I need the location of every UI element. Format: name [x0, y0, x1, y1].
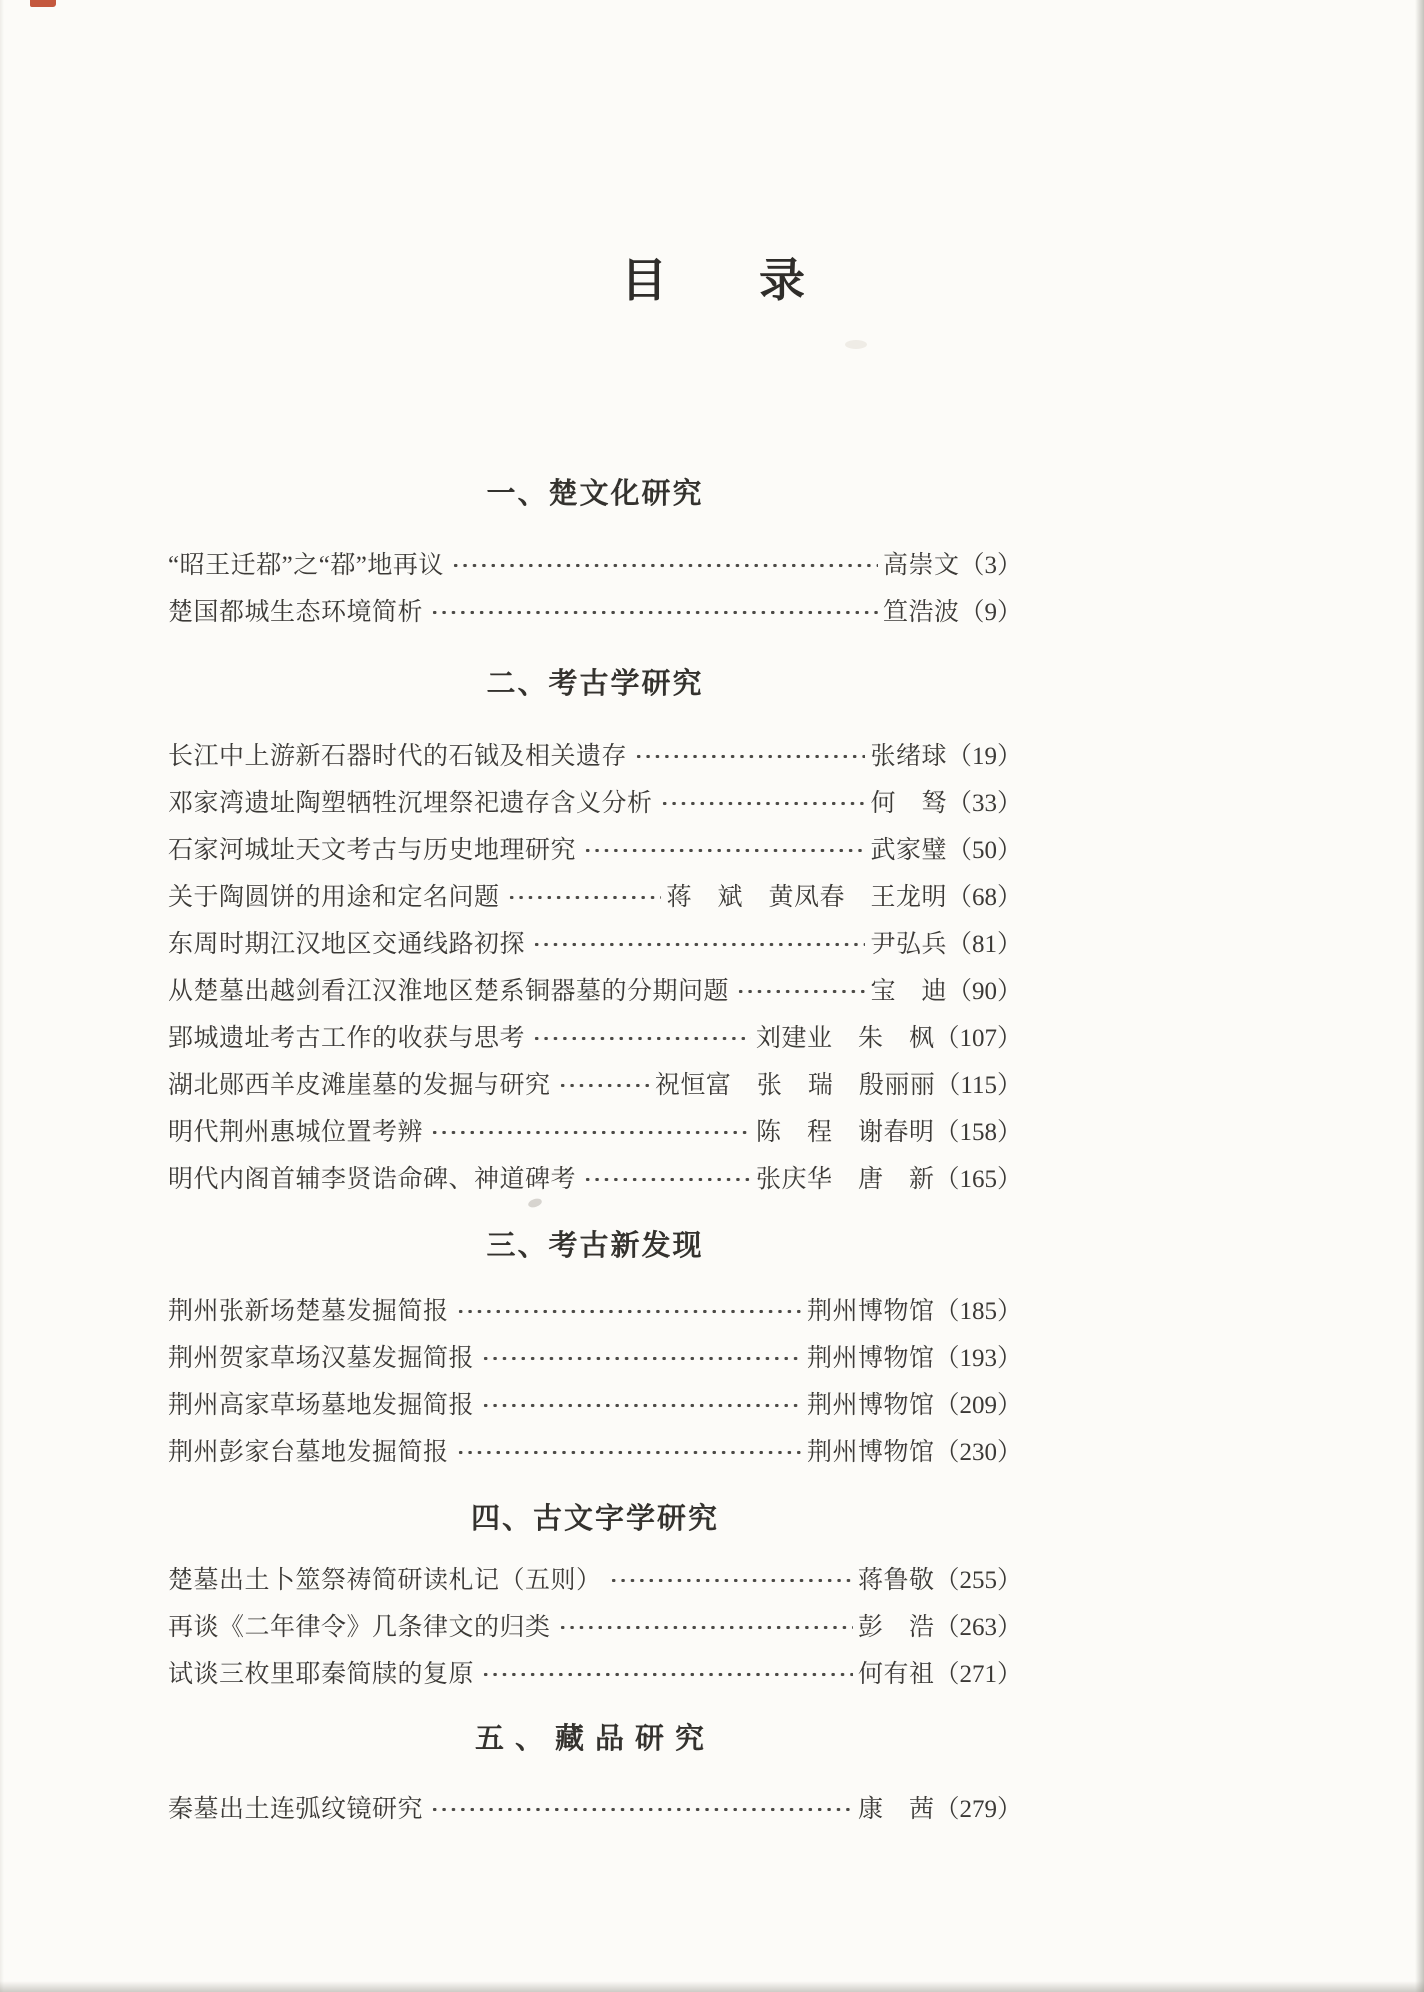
dot-leader [532, 1015, 751, 1062]
entry-title: 荆州彭家台墓地发掘简报 [168, 1439, 449, 1466]
scan-red-mark [30, 0, 56, 7]
dot-leader [583, 1156, 751, 1203]
section-heading-4: 四、古文字学研究 [470, 1503, 719, 1535]
toc-section-5 [168, 1786, 1022, 1833]
dot-leader [456, 1429, 802, 1476]
page-edge-shadow-left [0, 0, 4, 1992]
entry-authors: 荆州博物馆 [806, 1439, 935, 1466]
page-edge-shadow-bottom [0, 1981, 1424, 1992]
toc-entry [168, 1651, 1022, 1698]
entry-page-number: （263） [934, 1614, 1022, 1641]
entry-title: 东周时期江汉地区交通线路初探 [168, 931, 526, 958]
entry-page-number: （158） [934, 1119, 1022, 1146]
entry-authors: 何 驽 [870, 790, 947, 817]
entry-page-number: （19） [946, 743, 1022, 770]
entry-authors: 宝 迪 [870, 978, 947, 1005]
entry-authors: 尹弘兵 [870, 931, 947, 958]
entry-title: 长江中上游新石器时代的石钺及相关遗存 [168, 743, 628, 770]
toc-entry [168, 1109, 1022, 1156]
toc-entry [168, 921, 1022, 968]
page-edge-shadow-right [1415, 0, 1424, 1992]
toc-entry [168, 827, 1022, 874]
entry-page-number: （81） [946, 931, 1022, 958]
dot-leader [451, 542, 878, 589]
entry-authors: 武家璧 [870, 837, 947, 864]
dot-leader [660, 780, 866, 827]
entry-page-number: （3） [959, 552, 1022, 579]
entry-authors: 笪浩波 [882, 599, 960, 626]
section-heading-1: 一、楚文化研究 [486, 478, 704, 510]
dot-leader [634, 733, 865, 780]
dot-leader [430, 1109, 751, 1156]
toc-entry [168, 1604, 1022, 1651]
entry-page-number: （185） [934, 1298, 1022, 1325]
toc-entry [168, 968, 1022, 1015]
dot-leader [532, 921, 865, 968]
section-heading-2: 二、考古学研究 [486, 668, 704, 700]
dot-leader [430, 1786, 853, 1833]
toc-entry [168, 1062, 1022, 1109]
dot-leader [507, 874, 662, 921]
entry-authors: 彭 浩 [857, 1614, 935, 1641]
entry-page-number: （209） [934, 1392, 1022, 1419]
entry-page-number: （193） [934, 1345, 1022, 1372]
toc-content [168, 0, 1022, 1833]
toc-entry [168, 1382, 1022, 1429]
entry-page-number: （255） [934, 1567, 1022, 1594]
entry-page-number: （165） [934, 1166, 1022, 1193]
toc-section-1 [168, 542, 1022, 636]
entry-title: 荆州高家草场墓地发掘简报 [168, 1392, 475, 1419]
entry-title: “昭王迁鄀”之“鄀”地再议 [168, 552, 444, 579]
entry-title: 再谈《二年律令》几条律文的归类 [168, 1614, 551, 1641]
dot-leader [736, 968, 865, 1015]
entry-page-number: （107） [934, 1025, 1022, 1052]
dot-leader [481, 1382, 802, 1429]
entry-title: 明代内阁首辅李贤诰命碑、神道碑考 [168, 1166, 577, 1193]
entry-page-number: （279） [934, 1796, 1022, 1823]
entry-page-number: （9） [959, 599, 1022, 626]
entry-page-number: （115） [935, 1072, 1022, 1099]
toc-entry [168, 1335, 1022, 1382]
entry-title: 湖北郧西羊皮滩崖墓的发掘与研究 [168, 1072, 551, 1099]
toc-entry [168, 874, 1022, 921]
dot-leader [583, 827, 865, 874]
toc-entry [168, 780, 1022, 827]
entry-title: 秦墓出土连弧纹镜研究 [168, 1796, 424, 1823]
toc-section-2 [168, 733, 1022, 1203]
entry-authors: 张庆华 唐 新 [755, 1166, 935, 1193]
dot-leader [558, 1062, 650, 1109]
entry-title: 从楚墓出越剑看江汉淮地区楚系铜器墓的分期问题 [168, 978, 730, 1005]
entry-authors: 何有祖 [857, 1661, 935, 1688]
dot-leader [456, 1288, 802, 1335]
toc-entry [168, 1288, 1022, 1335]
entry-page-number: （271） [934, 1661, 1022, 1688]
entry-title: 明代荆州惠城位置考辨 [168, 1119, 424, 1146]
entry-page-number: （90） [946, 978, 1022, 1005]
entry-authors: 刘建业 朱 枫 [755, 1025, 935, 1052]
entry-title: 关于陶圆饼的用途和定名问题 [168, 884, 500, 911]
toc-entry [168, 1786, 1022, 1833]
entry-authors: 高崇文 [882, 552, 960, 579]
page-title: 目 录 [621, 255, 805, 306]
entry-page-number: （33） [946, 790, 1022, 817]
entry-title: 荆州贺家草场汉墓发掘简报 [168, 1345, 475, 1372]
entry-page-number: （50） [946, 837, 1022, 864]
entry-authors: 康 茜 [857, 1796, 935, 1823]
dot-leader [430, 589, 878, 636]
dot-leader [558, 1604, 853, 1651]
entry-authors: 荆州博物馆 [806, 1345, 935, 1372]
toc-entry [168, 1429, 1022, 1476]
toc-entry [168, 589, 1022, 636]
toc-entry [168, 542, 1022, 589]
entry-title: 石家河城址天文考古与历史地理研究 [168, 837, 577, 864]
section-heading-5: 五、藏品研究 [474, 1723, 715, 1755]
entry-authors: 陈 程 谢春明 [755, 1119, 935, 1146]
entry-page-number: （230） [934, 1439, 1022, 1466]
dot-leader [481, 1651, 853, 1698]
entry-authors: 蒋鲁敬 [857, 1567, 935, 1594]
toc-entry [168, 1557, 1022, 1604]
entry-title: 楚国都城生态环境简析 [168, 599, 424, 626]
entry-title: 楚墓出土卜筮祭祷简研读札记（五则） [168, 1567, 602, 1594]
entry-title: 邓家湾遗址陶塑牺牲沉埋祭祀遗存含义分析 [168, 790, 653, 817]
entry-title: 荆州张新场楚墓发掘简报 [168, 1298, 449, 1325]
entry-title: 试谈三枚里耶秦简牍的复原 [168, 1661, 475, 1688]
entry-authors: 祝恒富 张 瑞 殷丽丽 [654, 1072, 936, 1099]
entry-authors: 荆州博物馆 [806, 1392, 935, 1419]
dot-leader [609, 1557, 853, 1604]
toc-entry [168, 733, 1022, 780]
entry-page-number: （68） [946, 884, 1022, 911]
toc-section-3 [168, 1288, 1022, 1476]
entry-authors: 荆州博物馆 [806, 1298, 935, 1325]
toc-section-4 [168, 1557, 1022, 1698]
entry-title: 郢城遗址考古工作的收获与思考 [168, 1025, 526, 1052]
dot-leader [481, 1335, 802, 1382]
entry-authors: 张绪球 [870, 743, 947, 770]
section-heading-3: 三、考古新发现 [486, 1230, 704, 1262]
toc-entry [168, 1156, 1022, 1203]
entry-authors: 蒋 斌 黄凤春 王龙明 [666, 884, 947, 911]
toc-entry [168, 1015, 1022, 1062]
